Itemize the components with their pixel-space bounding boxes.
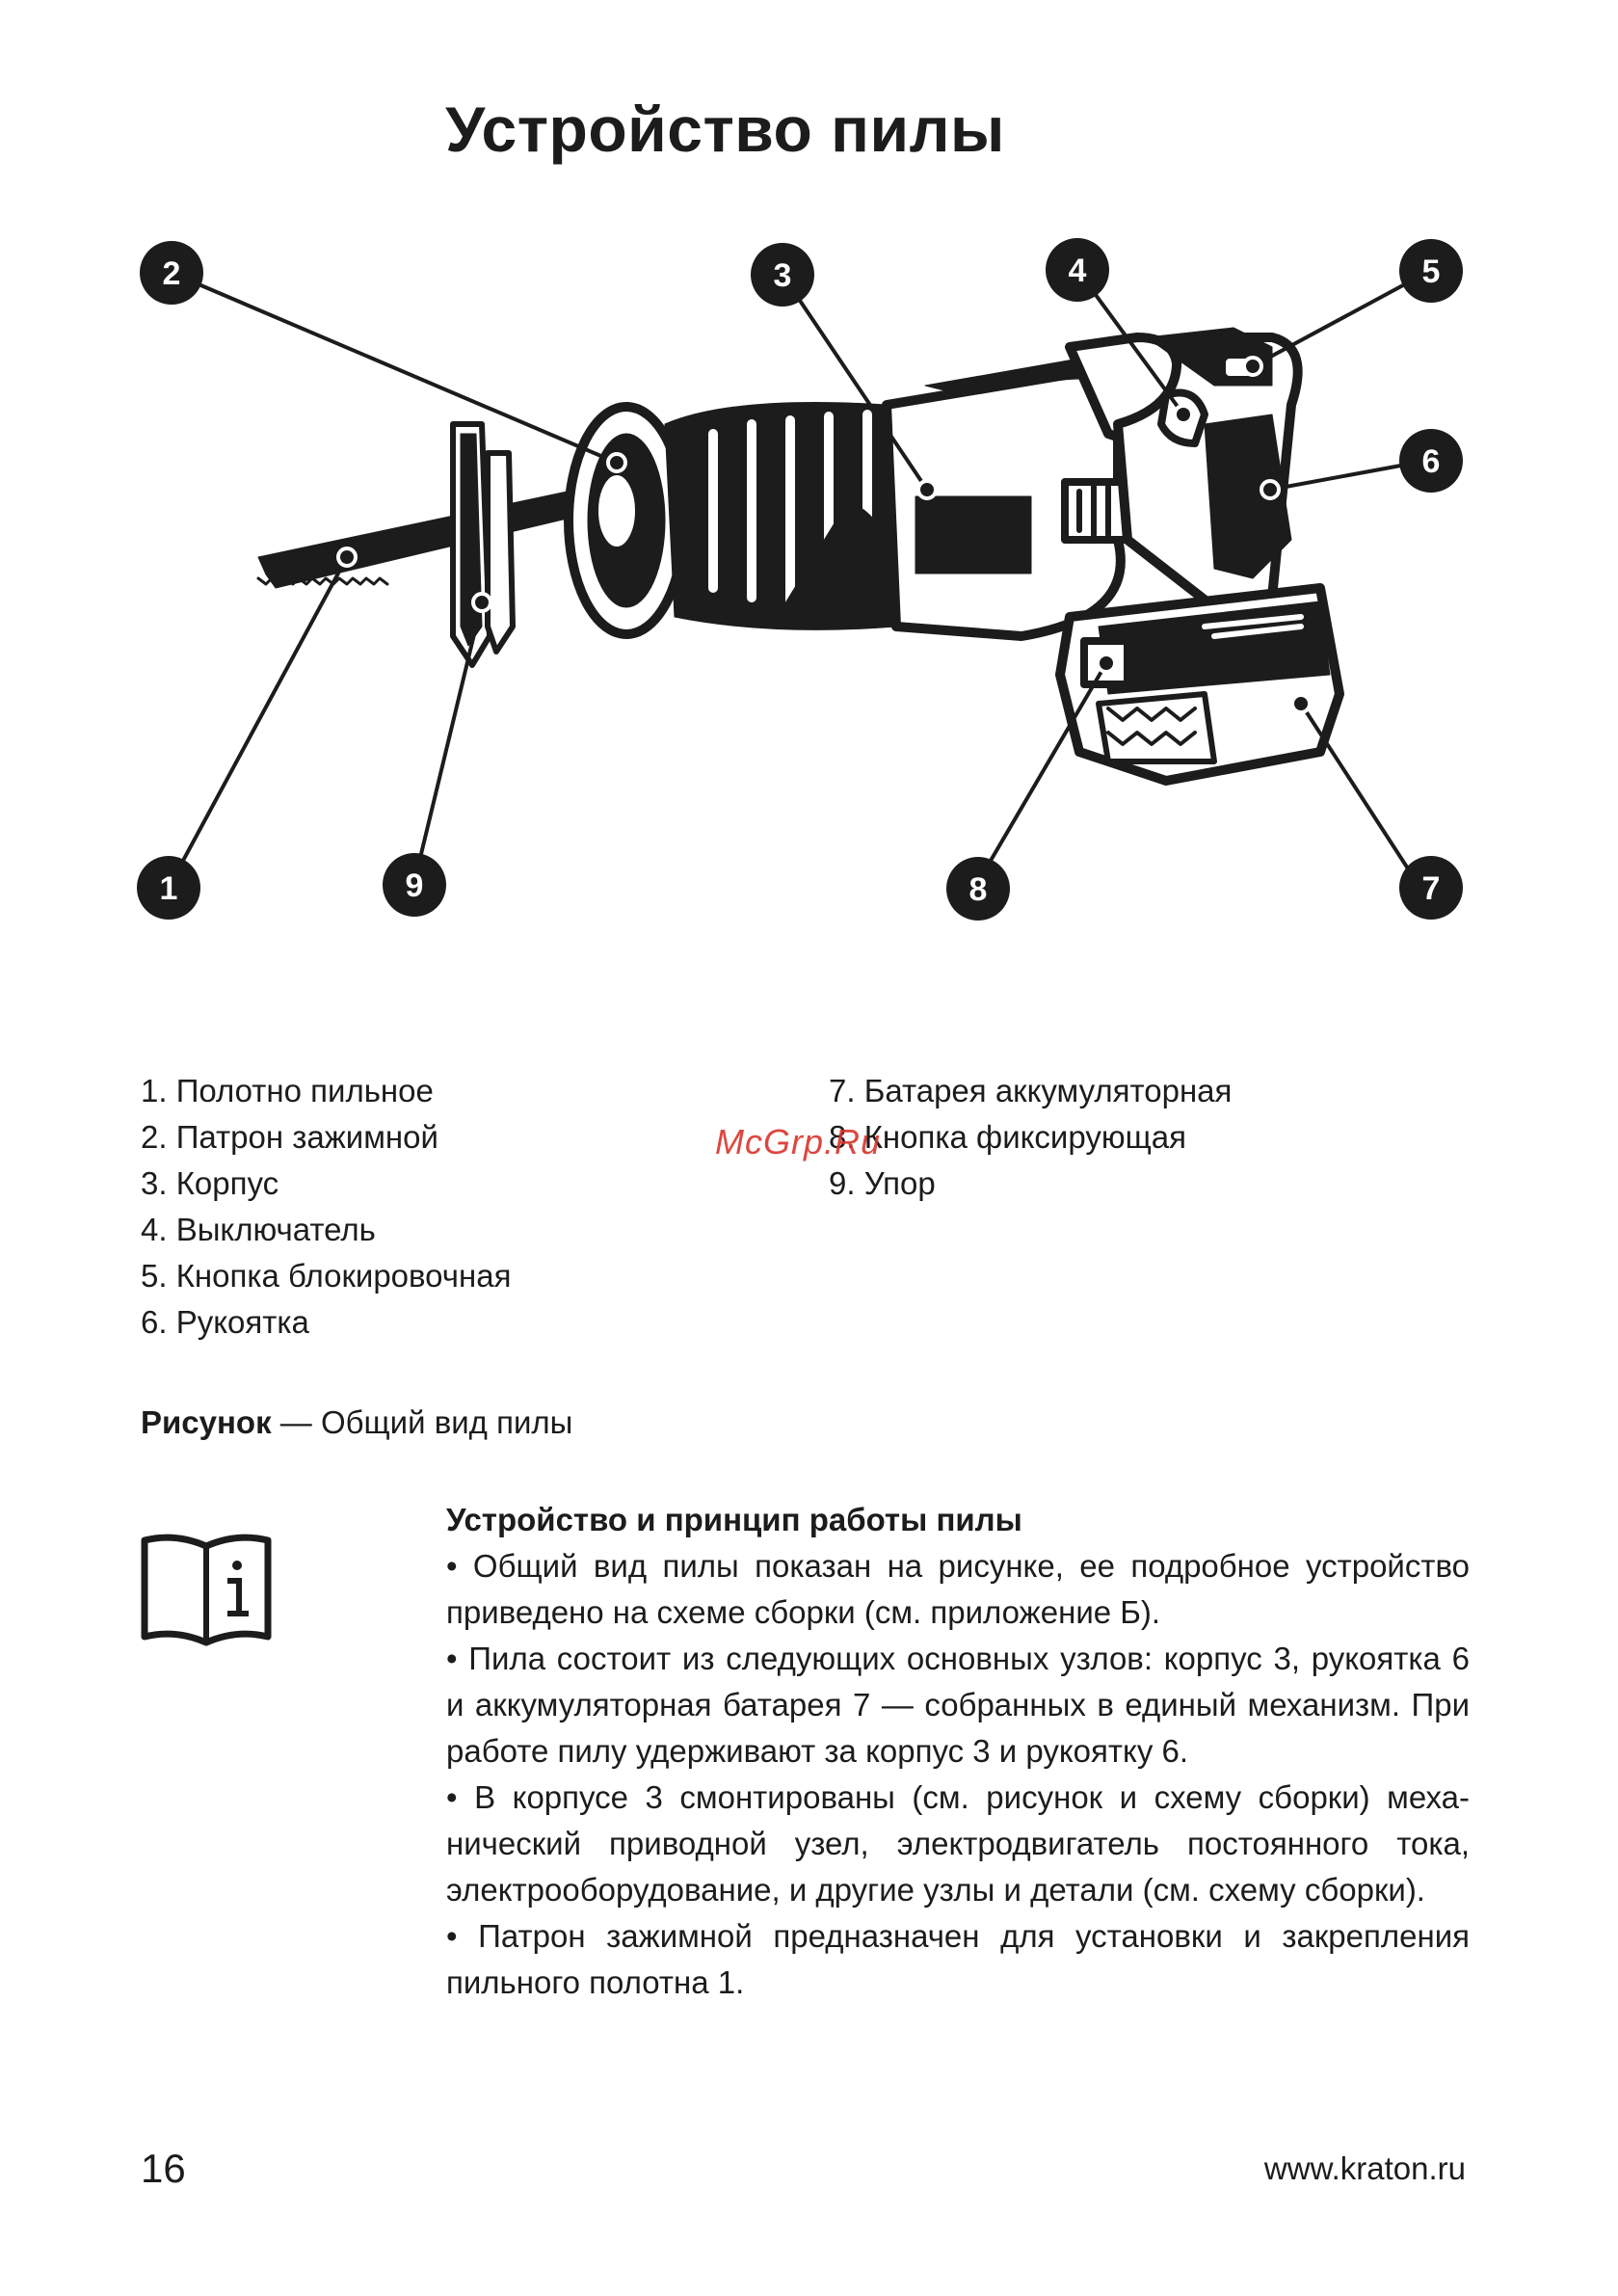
section-heading: Устройство и принцип работы пилы	[446, 1502, 1022, 1537]
description-section	[446, 1497, 1470, 2006]
part-item: 5. Кнопка блокировочная	[141, 1258, 512, 1294]
callout-2	[140, 241, 203, 305]
section-paragraph: • Патрон зажимной предназначен для установки и закрепления пильного полотна 1.	[446, 1918, 1470, 2000]
part-item: 1. Полотно пильное	[141, 1073, 434, 1108]
watermark: McGrp.Ru	[715, 1122, 882, 1161]
open-book-info-icon	[141, 1533, 272, 1648]
website-link[interactable]: www.kraton.ru	[1263, 2150, 1466, 2186]
section-paragraph: • В корпусе 3 смонтированы (см. рисунок и схему сборки) механический приводной узел, электродвигатель постоянного тока, электрооборудование, и другие узлы и детали (см. схему сборки).	[446, 1779, 1470, 1908]
part-item: 9. Упор	[829, 1165, 936, 1201]
parts-list-right	[829, 1068, 1232, 1207]
saw-illustration	[258, 328, 1339, 781]
svg-text:2: 2	[162, 255, 181, 292]
callout-7	[1399, 856, 1463, 920]
svg-text:3: 3	[773, 257, 792, 294]
callout-9	[383, 853, 446, 917]
part-item: 6. Рукоятка	[141, 1304, 309, 1340]
parts-list-left	[141, 1068, 511, 1346]
svg-text:1: 1	[159, 870, 178, 907]
svg-text:9: 9	[405, 868, 424, 904]
svg-text:5: 5	[1421, 254, 1441, 290]
part-item: 4. Выключатель	[141, 1212, 376, 1247]
svg-text:8: 8	[968, 871, 988, 908]
caption-label: Рисунок	[141, 1404, 272, 1440]
part-item: 3. Корпус	[141, 1165, 279, 1201]
part-item: 8. Кнопка фиксирующая	[829, 1119, 1186, 1155]
part-item: 7. Батарея аккумуляторная	[829, 1073, 1233, 1108]
svg-text:7: 7	[1421, 870, 1441, 907]
caption-text: — Общий вид пилы	[271, 1404, 573, 1440]
svg-text:6: 6	[1421, 443, 1441, 480]
page-number: 16	[141, 2146, 186, 2191]
callout-5	[1399, 239, 1463, 303]
callout-6	[1399, 429, 1463, 493]
part-item: 2. Патрон зажимной	[141, 1119, 438, 1155]
callout-4	[1046, 238, 1109, 302]
section-paragraph: • Пила состоит из следующих основных узлов: корпус 3, рукоятка 6 и аккумуляторная батарея 7 — собранных в единый механизм. При работе пилу удерживают за корпус 3 и рукоятку 6.	[446, 1641, 1470, 1769]
page-title: Устройство пилы	[445, 93, 1005, 165]
section-paragraph: • Общий вид пилы показан на рисунке, ее подробное устройство приведено на схеме сборки (см. приложение Б).	[446, 1548, 1470, 1630]
callout-3	[751, 243, 814, 307]
svg-text:4: 4	[1068, 253, 1087, 289]
callout-1	[137, 856, 200, 920]
saw-diagram	[0, 0, 1618, 964]
figure-caption	[141, 1400, 572, 1446]
callout-8	[946, 857, 1010, 921]
parts-list	[0, 1068, 1618, 1357]
